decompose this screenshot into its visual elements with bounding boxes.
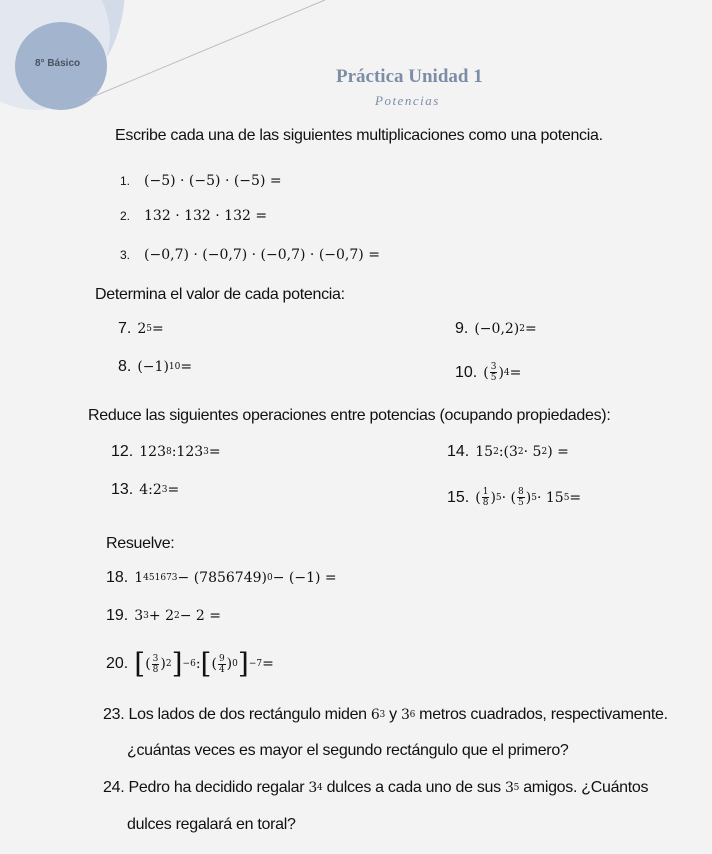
fraction — [482, 487, 490, 508]
math-text: ( — [145, 656, 151, 672]
math-text: (−0,7) · (−0,7) · (−0,7) · (−0,7) = — [144, 247, 380, 263]
math-text: = — [509, 364, 522, 381]
exercise-number: 18. — [106, 569, 129, 586]
exercise-number: 8. — [118, 358, 132, 375]
math-text: ) — [226, 656, 233, 672]
math-expression — [134, 608, 221, 624]
bracket: ] — [237, 647, 249, 680]
denominator: 5 — [490, 373, 497, 383]
math-text: 4:2 — [139, 482, 162, 498]
math-expression — [475, 487, 581, 508]
exponent: −6 — [182, 659, 196, 669]
math-text: 3 — [308, 780, 317, 796]
math-text: = — [180, 359, 193, 375]
math-expression — [134, 647, 274, 680]
exercise-number: 2. — [120, 209, 131, 223]
exponent: 4 — [503, 367, 510, 378]
problem-text: Pedro ha decidido regalar — [128, 779, 309, 796]
exponent: 5 — [531, 492, 537, 503]
exercise — [111, 481, 179, 499]
math-text: + 2 — [148, 608, 174, 624]
exercise-number: 9. — [455, 320, 469, 337]
exponent: 2 — [165, 659, 172, 669]
exercise-number: 20. — [106, 655, 129, 672]
numerator: 3 — [152, 653, 159, 664]
exercise — [455, 362, 521, 383]
fraction — [218, 654, 226, 675]
math-expression — [139, 482, 179, 498]
exercise — [106, 569, 337, 587]
math-text: ) — [525, 489, 532, 506]
page-title: Práctica Unidad 1 — [336, 66, 483, 87]
exercise — [111, 443, 221, 461]
exercise — [106, 607, 221, 625]
math-text: ( — [211, 656, 217, 672]
decorative-line — [0, 0, 712, 120]
exercise — [120, 173, 282, 189]
bracket: [ — [134, 647, 146, 680]
math-text: 1 — [134, 570, 144, 586]
math-expression — [475, 444, 569, 460]
exercise — [120, 247, 380, 263]
exponent: 2 — [174, 611, 180, 621]
exercise — [447, 487, 581, 508]
exercise-number: 19. — [106, 607, 129, 624]
fraction — [490, 362, 498, 383]
math-text: ) = — [547, 444, 569, 460]
problem-text: metros cuadrados, respectivamente. — [415, 706, 668, 723]
denominator: 4 — [218, 664, 225, 675]
math-text: ) — [498, 364, 504, 381]
exponent: 3 — [161, 485, 168, 495]
exponent: 10 — [168, 362, 181, 372]
exponent: −7 — [248, 659, 263, 669]
exponent: 5 — [495, 492, 502, 503]
exercise-number: 15. — [447, 488, 470, 506]
denominator: 8 — [152, 664, 159, 675]
exponent: 3 — [379, 710, 385, 720]
math-text: · ( — [501, 489, 517, 506]
instruction: Reduce las siguientes operaciones entre potencias (ocupando propiedades): — [88, 407, 611, 424]
math-expression — [371, 707, 385, 723]
math-text: = — [262, 656, 274, 672]
exponent: 3 — [143, 611, 149, 621]
exponent: 2 — [517, 447, 524, 457]
math-text: ( — [475, 489, 481, 506]
math-text: (−0,2) — [474, 321, 520, 337]
math-text: = — [208, 444, 221, 460]
exponent: 4 — [317, 783, 323, 793]
exercise — [447, 443, 569, 461]
exponent: 3 — [203, 447, 209, 457]
problem — [103, 779, 648, 797]
math-text: 15 — [475, 444, 494, 460]
numerator: 8 — [518, 487, 524, 497]
math-text: :123 — [171, 444, 204, 460]
fraction — [152, 654, 160, 675]
exponent: 2 — [541, 447, 548, 457]
problem-text: y — [384, 706, 401, 723]
exponent: 5 — [563, 492, 570, 503]
instruction: Resuelve: — [106, 535, 175, 552]
math-text: ( — [483, 364, 489, 381]
exercise-number: 12. — [111, 443, 134, 460]
math-expression — [505, 780, 519, 796]
fraction — [517, 487, 525, 508]
math-text: 123 — [139, 444, 166, 460]
problem-text: amigos. ¿Cuántos — [519, 779, 649, 796]
math-text: ) — [490, 489, 496, 506]
math-text: · 5 — [523, 444, 542, 460]
exercise-number: 1. — [120, 174, 131, 188]
exercise — [455, 320, 537, 338]
bracket: [ — [200, 647, 212, 680]
exercise — [106, 647, 274, 680]
instruction: Determina el valor de cada potencia: — [95, 286, 345, 303]
exponent: 0 — [232, 659, 238, 669]
math-text: (−5) · (−5) · (−5) = — [144, 173, 282, 189]
math-text: = — [525, 321, 537, 337]
exercise-number: 7. — [118, 320, 132, 337]
numerator: 1 — [482, 487, 489, 497]
exponent: 0 — [267, 573, 273, 583]
exercise — [120, 208, 267, 224]
exercise-number: 10. — [455, 363, 478, 381]
problem-line2: ¿cuántas veces es mayor el segundo rectángulo que el primero? — [127, 742, 569, 759]
exercise-number: 3. — [120, 248, 131, 262]
math-expression — [139, 444, 220, 460]
math-expression — [474, 321, 536, 337]
denominator: 5 — [518, 498, 524, 508]
problem-text: Los lados de dos rectángulo miden — [128, 706, 371, 723]
math-text: − 2 = — [179, 608, 222, 624]
problem-number: 23. — [103, 706, 129, 723]
exponent: 5 — [146, 324, 152, 334]
page-subtitle: Potencias — [375, 93, 440, 108]
math-text: 3 — [400, 707, 410, 723]
exercise — [118, 358, 192, 376]
bracket: ] — [171, 647, 183, 680]
exercise-number: 13. — [111, 481, 134, 498]
exponent: 451673 — [143, 573, 178, 583]
problem-text: dulces a cada uno de sus — [322, 779, 505, 796]
numerator: 3 — [490, 362, 497, 372]
math-expression — [144, 173, 282, 189]
exponent: 2 — [493, 447, 499, 457]
math-text: = — [569, 489, 582, 506]
math-expression — [401, 707, 415, 723]
math-expression — [137, 359, 192, 375]
math-expression — [308, 780, 322, 796]
instruction: Escribe cada una de las siguientes multiplicaciones como una potencia. — [115, 127, 603, 144]
exercise-number: 14. — [447, 443, 470, 460]
grade-label: 8° Básico — [35, 58, 81, 69]
exponent: 6 — [409, 710, 416, 720]
problem-line2: dulces regalará en toral? — [127, 816, 296, 833]
problem — [103, 706, 668, 724]
math-text: 3 — [134, 608, 144, 624]
math-expression — [137, 321, 163, 337]
exercise — [118, 320, 164, 338]
denominator: 8 — [482, 498, 489, 508]
math-text: = — [167, 482, 180, 498]
exponent: 2 — [519, 324, 525, 334]
math-text: ) — [160, 656, 166, 672]
math-expression — [134, 570, 336, 586]
math-text: · 15 — [536, 489, 564, 506]
math-text: − (−1) = — [272, 570, 337, 586]
math-text: (−1) — [137, 359, 169, 375]
exponent: 8 — [165, 447, 172, 457]
math-text: 6 — [370, 707, 380, 723]
math-expression — [483, 362, 521, 383]
math-text: 3 — [505, 780, 514, 796]
math-expression — [144, 247, 380, 263]
math-text: − (7856749) — [177, 570, 267, 586]
math-text: : — [195, 656, 201, 672]
math-text: 132 · 132 · 132 = — [144, 208, 268, 224]
math-text: :(3 — [498, 444, 518, 460]
math-expression — [144, 208, 267, 224]
math-text: = — [152, 321, 164, 337]
math-text: 2 — [137, 321, 147, 337]
numerator: 9 — [218, 653, 225, 664]
problem-number: 24. — [103, 779, 129, 796]
exponent: 5 — [513, 783, 520, 793]
